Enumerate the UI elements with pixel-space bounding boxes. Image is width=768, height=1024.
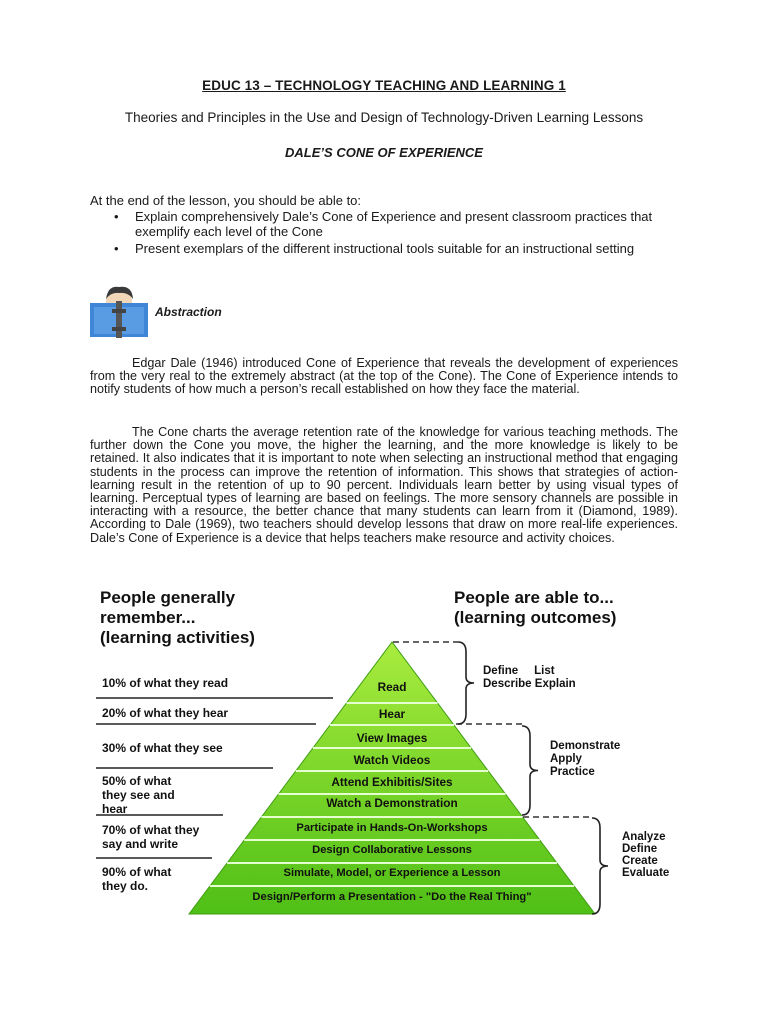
cone-layer-label: Watch Videos — [353, 753, 431, 767]
bullet: • — [114, 241, 119, 256]
reading-student-icon — [88, 283, 150, 339]
list-item — [90, 241, 690, 256]
retention-label: they see and — [102, 788, 175, 802]
outcome-label: Describe Explain — [483, 678, 576, 690]
cone-layer-label: Hear — [378, 707, 406, 721]
paragraph: The Cone charts the average retention rate of the knowledge for various teaching methods. The further down the Cone you move, the higher the learning, and the more knowledge is likely to be retained. It also indicates that it is important to note when selecting an instructional method that engaging students in the process can improve the retention of information. This shows that strategies of action-learning result in the retention of up to 90 percent. Individuals learn better by using visual types of learning. Perceptual types of learning are based on feelings. The more sensory channels are possible in interacting with a resource, the better chance that many students can learn from it (Diamond, 1989). According to Dale (1969), two teachers should develop lessons that draw on more real-life experiences. Dale’s Cone of Experience is a device that helps teachers make resource and activity choices. — [90, 425, 678, 545]
objective-text: Present exemplars of the different instructional tools suitable for an instructional setting — [135, 241, 635, 256]
retention-label: 50% of what — [102, 774, 172, 788]
objectives-list — [90, 209, 690, 258]
objective-text: Explain comprehensively Dale’s Cone of Experience and present classroom practices that exemplify each level of the Cone — [135, 209, 653, 239]
outcome-label: Apply — [550, 753, 582, 765]
retention-label: 90% of what — [102, 865, 172, 879]
cone-layer-label: Design/Perform a Presentation - "Do the Real Thing" — [252, 891, 532, 903]
cone-layer-label: Attend Exhibitis/Sites — [331, 775, 453, 789]
left-heading: People generally — [100, 588, 236, 607]
outcome-bracket — [522, 726, 538, 815]
outcome-label: Create — [622, 855, 658, 867]
right-heading: (learning outcomes) — [454, 608, 617, 627]
cone-layer-label: Read — [377, 680, 407, 694]
section-label: Abstraction — [155, 305, 222, 319]
cone-layer-label: Participate in Hands-On-Workshops — [296, 822, 488, 834]
outcome-label: Analyze — [622, 831, 666, 843]
course-title: EDUC 13 – TECHNOLOGY TEACHING AND LEARNING 1 — [202, 78, 566, 93]
outcome-bracket — [458, 642, 474, 724]
retention-label: hear — [102, 802, 128, 816]
cone-diagram — [86, 578, 686, 923]
retention-label: they do. — [102, 879, 149, 893]
cone-layer-label: Simulate, Model, or Experience a Lesson — [283, 867, 501, 879]
paragraph: Edgar Dale (1946) introduced Cone of Experience that reveals the development of experiences from the very real to the extremely abstract (at the top of the Cone). The Cone of Experience intends to notify students of how much a person’s recall established on how they face the material. — [90, 356, 678, 397]
cone-layer-label: Watch a Demonstration — [326, 796, 458, 810]
bullet: • — [114, 209, 119, 224]
retention-label: 10% of what they read — [102, 676, 229, 690]
lesson-subtitle: Theories and Principles in the Use and Design of Technology-Driven Learning Lessons — [124, 110, 644, 125]
retention-label: 30% of what they see — [102, 741, 223, 755]
outcome-bracket — [592, 818, 608, 914]
dale-cone-figure — [86, 578, 686, 923]
list-item — [90, 209, 690, 239]
outcome-label: Demonstrate — [550, 740, 621, 752]
retention-label: 70% of what they — [102, 823, 200, 837]
retention-label: say and write — [102, 837, 179, 851]
right-heading: People are able to... — [454, 588, 614, 607]
outcome-label: Define List — [483, 665, 555, 677]
outcome-label: Define — [622, 843, 658, 855]
outcome-label: Practice — [550, 766, 595, 778]
objectives-intro: At the end of the lesson, you should be able to: — [90, 193, 362, 208]
cone-layer-label: Design Collaborative Lessons — [312, 844, 472, 856]
left-heading: remember... — [100, 608, 196, 627]
left-heading: (learning activities) — [100, 628, 255, 647]
retention-label: 20% of what they hear — [102, 706, 229, 720]
outcome-label: Evaluate — [622, 867, 670, 879]
cone-layer-label: View Images — [356, 731, 428, 745]
topic-title: DALE’S CONE OF EXPERIENCE — [285, 145, 483, 160]
